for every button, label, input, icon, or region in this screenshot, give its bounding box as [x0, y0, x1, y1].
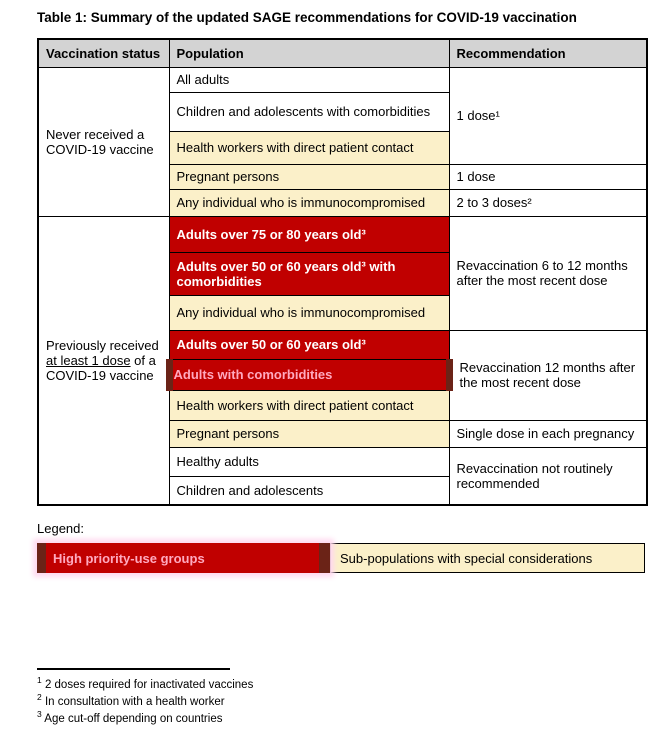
recommendation-cell: 1 dose¹	[449, 67, 647, 164]
recommendation-cell: Single dose in each pregnancy	[449, 420, 647, 447]
population-cell: Any individual who is immunocompromised	[169, 189, 449, 216]
legend-high-priority-box-highlighted: High priority-use groups	[37, 543, 330, 573]
population-cell-high-priority: Adults over 75 or 80 years old³	[169, 216, 449, 252]
footnote-divider	[37, 668, 230, 670]
status-cell-previously-received	[38, 216, 169, 505]
col-header-vaccination-status: Vaccination status	[38, 39, 169, 67]
population-cell-high-priority: Adults over 50 or 60 years old³	[169, 330, 449, 359]
status-cell-never-received: Never received a COVID-19 vaccine	[38, 67, 169, 216]
population-cell: All adults	[169, 67, 449, 92]
population-cell: Pregnant persons	[169, 420, 449, 447]
table-header-row	[38, 39, 647, 67]
table-row	[38, 67, 647, 92]
population-cell: Pregnant persons	[169, 164, 449, 189]
sage-recommendations-table	[37, 38, 648, 506]
population-cell: Any individual who is immunocompromised	[169, 295, 449, 330]
population-cell: Health workers with direct patient contact	[169, 131, 449, 164]
population-cell: Health workers with direct patient contact	[169, 390, 449, 420]
status-text-underlined: at least 1 dose	[46, 352, 131, 368]
footnote-2	[37, 692, 672, 709]
table-row	[38, 216, 647, 252]
footnote-3-text: Age cut-off depending on countries	[44, 713, 223, 726]
footnote-1	[37, 675, 672, 692]
footnote-2-text: In consultation with a health worker	[44, 696, 225, 709]
status-text: of a COVID-19 vaccine	[46, 352, 156, 383]
col-header-population: Population	[169, 39, 449, 67]
recommendation-cell: 1 dose	[449, 164, 647, 189]
recommendation-cell: Revaccination not routinely recommended	[449, 447, 647, 505]
legend-label: Legend:	[37, 521, 84, 536]
recommendation-cell: Revaccination 6 to 12 months after the most recent dose	[449, 216, 647, 330]
recommendation-cell: Revaccination 12 months after the most recent dose	[449, 330, 647, 420]
legend-row	[37, 543, 645, 573]
recommendation-cell: 2 to 3 doses²	[449, 189, 647, 216]
footnote-1-text: 2 doses required for inactivated vaccines	[44, 678, 254, 691]
footnote-1-marker: 1	[37, 675, 42, 685]
footnote-3-marker: 3	[37, 709, 42, 720]
table-title: Table 1: Summary of the updated SAGE recommendations for COVID-19 vaccination	[37, 10, 577, 25]
population-cell: Healthy adults	[169, 447, 449, 476]
legend	[37, 521, 672, 573]
population-cell-high-priority: Adults over 50 or 60 years old³ with comorbidities	[169, 252, 449, 295]
footnote-3	[37, 709, 672, 726]
footnotes	[37, 668, 672, 727]
status-text: Previously received	[46, 337, 159, 353]
col-header-recommendation: Recommendation	[449, 39, 647, 67]
legend-sub-populations-box: Sub-populations with special considerations	[330, 543, 645, 573]
population-cell: Children and adolescents	[169, 476, 449, 505]
footnote-2-marker: 2	[37, 692, 42, 703]
population-cell-highlighted: Adults with comorbidities	[169, 359, 449, 390]
population-cell: Children and adolescents with comorbidities	[169, 92, 449, 131]
